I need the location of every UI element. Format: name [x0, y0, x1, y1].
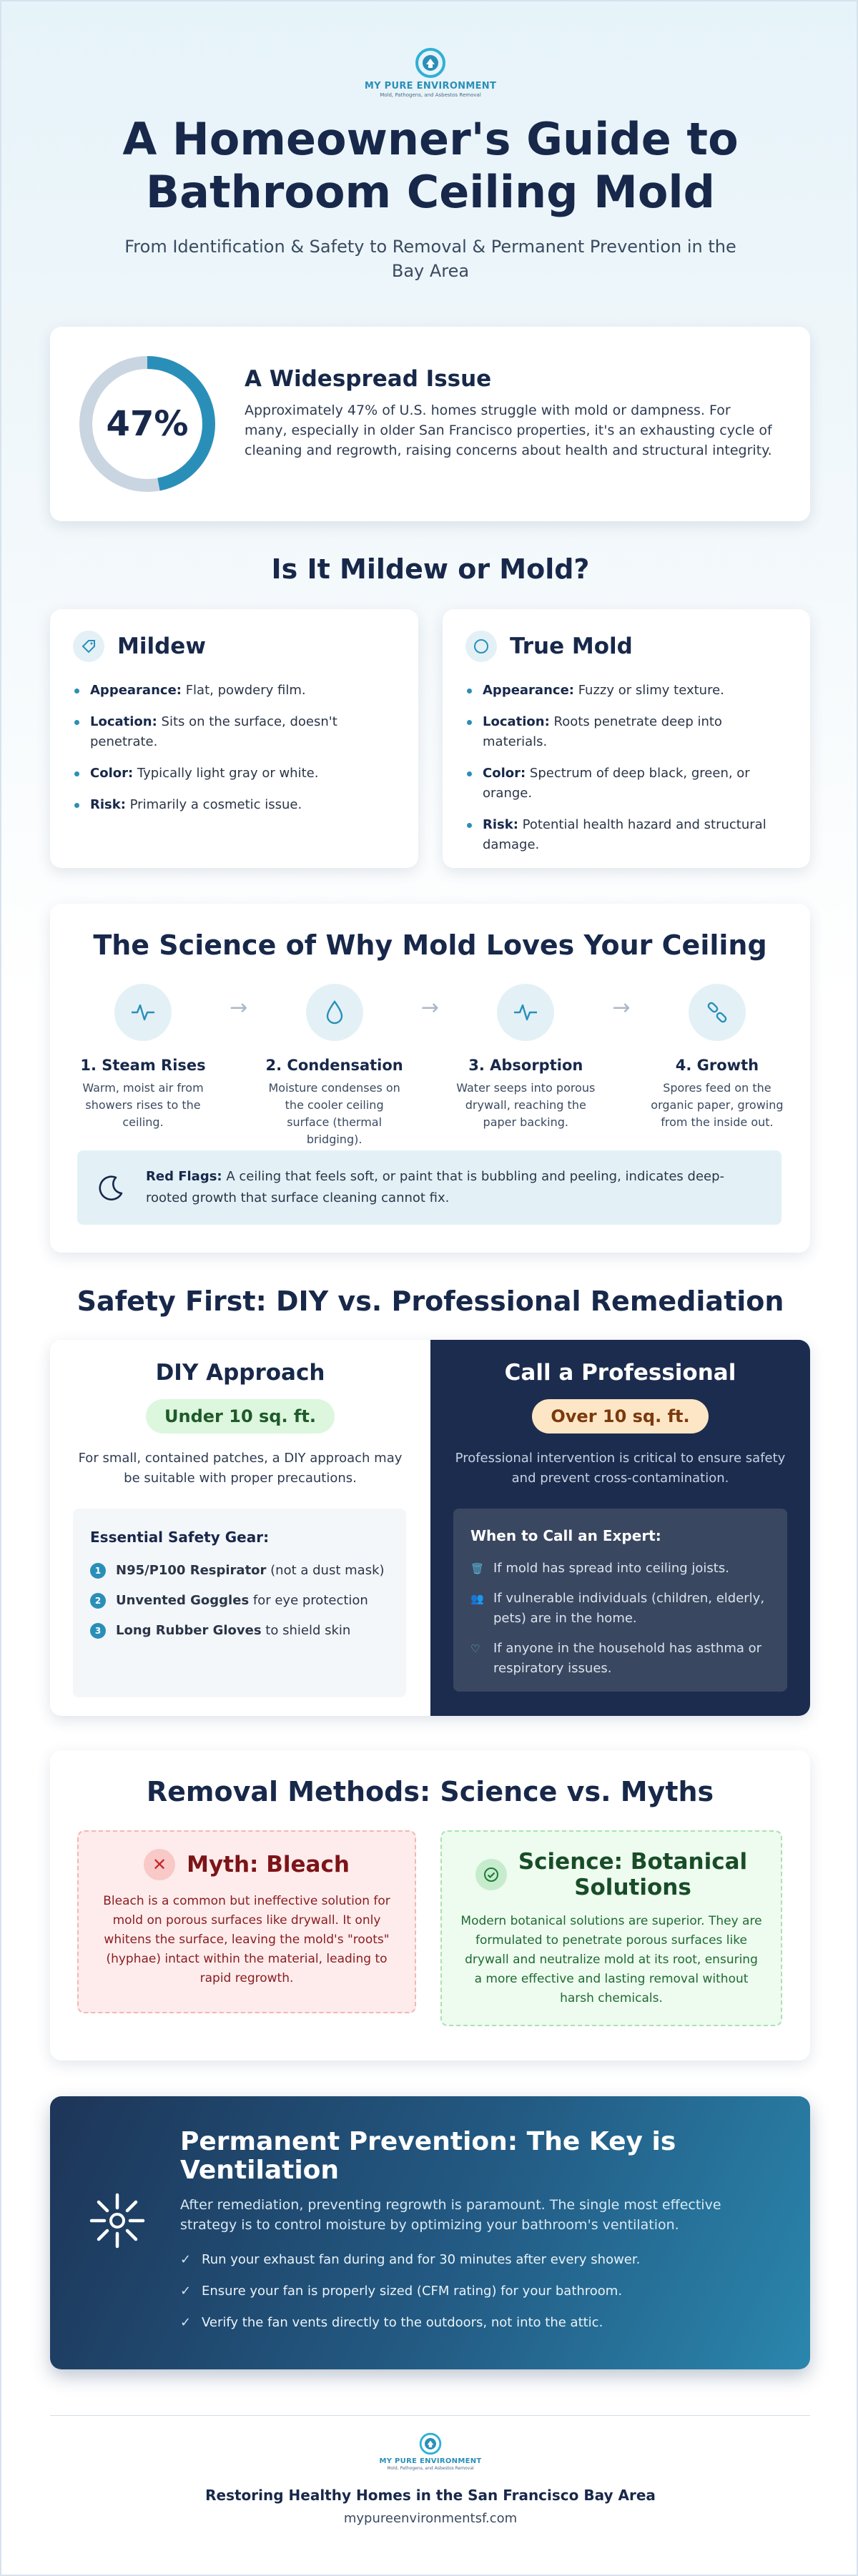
brand-tagline: Mold, Pathogens, and Asbestos Removal: [387, 2466, 474, 2471]
diy-column: [50, 1340, 430, 1716]
prevention-text: After remediation, preventing regrowth is paramount. The single most effective strategy is to control moisture by optimizing your bathroom's ventilation.: [180, 2197, 721, 2233]
diy-heading: DIY Approach: [155, 1360, 325, 1386]
myth-text: Bleach is a common but ineffective solution for mold on porous surfaces like drywall. It only whitens the surface, leaving the mold's "roots" (hyphae) intact within the material, leading to rapid regrowth.: [103, 1894, 390, 1985]
check-icon: ✓: [180, 2284, 192, 2299]
moon-icon: [97, 1173, 126, 1202]
footer-tagline: Restoring Healthy Homes in the San Francisco Bay Area: [205, 2487, 656, 2504]
mold-list: [465, 681, 787, 855]
safety-panel: [50, 1340, 810, 1716]
comparison-title: Is It Mildew or Mold?: [271, 553, 590, 585]
gear-title: Essential Safety Gear:: [90, 1529, 270, 1546]
over-10-badge: Over 10 sq. ft.: [532, 1399, 708, 1433]
heart-icon: ♡: [470, 1642, 480, 1655]
list-item: ✓ Ensure your fan is properly sized (CFM rating) for your bathroom.: [180, 2282, 774, 2301]
expert-box: [453, 1509, 787, 1692]
red-flags-box: [77, 1150, 781, 1225]
footer-logo: [1, 2432, 858, 2471]
science-box: [440, 1830, 782, 2026]
pulse-icon: [114, 984, 172, 1041]
link-icon: [689, 984, 746, 1041]
list-item: Color: Spectrum of deep black, green, or orange.: [465, 764, 787, 804]
list-item: 👥 If vulnerable individuals (children, elderly, pets) are in the home.: [470, 1589, 770, 1629]
percent-label: 47%: [106, 404, 189, 444]
arrow-right-icon: →: [612, 995, 631, 1020]
brand-name: MY PURE ENVIRONMENT: [364, 81, 497, 92]
step-steam: 1. Steam Rises Warm, moist air from showers rises to the ceiling.: [72, 984, 214, 1148]
pulse-icon: [497, 984, 554, 1041]
arrow-right-icon: →: [420, 995, 440, 1020]
list-item: Appearance: Flat, powdery film.: [73, 681, 395, 701]
under-10-badge: Under 10 sq. ft.: [146, 1399, 335, 1433]
prevention-card: [50, 2096, 810, 2369]
list-item: 3 Long Rubber Gloves to shield skin: [90, 1622, 389, 1640]
check-circle-icon: [475, 1859, 507, 1890]
myth-box: [77, 1830, 416, 2013]
tag-icon: [73, 631, 104, 662]
list-item: 2 Unvented Goggles for eye protection: [90, 1592, 389, 1610]
mold-heading: True Mold: [510, 633, 633, 659]
list-item: Location: Sits on the surface, doesn't penetrate.: [73, 712, 395, 752]
removal-title: Removal Methods: Science vs. Myths: [146, 1776, 714, 1807]
logo-icon: [418, 2432, 443, 2455]
droplet-icon: [306, 984, 363, 1041]
pro-text: Professional intervention is critical to ensure safety and prevent cross-contamination.: [455, 1451, 786, 1486]
safety-gear-box: [73, 1509, 406, 1697]
check-icon: ✓: [180, 2315, 192, 2330]
list-item: Risk: Potential health hazard and structural damage.: [465, 815, 787, 855]
list-item: Location: Roots penetrate deep into materials.: [465, 712, 787, 752]
diy-text: For small, contained patches, a DIY approach may be suitable with proper precautions.: [78, 1451, 403, 1486]
brand-logo: [1, 47, 858, 98]
page-subtitle: From Identification & Safety to Removal & Permanent Prevention in the Bay Area: [124, 237, 736, 281]
mildew-card: [50, 609, 418, 868]
list-item: ✓ Run your exhaust fan during and for 30 minutes after every shower.: [180, 2251, 774, 2269]
expert-title: When to Call an Expert:: [470, 1527, 661, 1544]
safety-title: Safety First: DIY vs. Professional Remediation: [77, 1285, 784, 1317]
footer-website[interactable]: mypureenvironmentsf.com: [343, 2511, 518, 2526]
brand-name: MY PURE ENVIRONMENT: [379, 2457, 482, 2465]
footer-divider: [50, 2415, 810, 2416]
trash-icon: 🗑: [470, 1562, 485, 1575]
mold-card: [443, 609, 810, 868]
brand-tagline: Mold, Pathogens, and Asbestos Removal: [380, 92, 481, 98]
list-item: Color: Typically light gray or white.: [73, 764, 395, 784]
logo-icon: [414, 47, 447, 79]
stat-text: Approximately 47% of U.S. homes struggle with mold or dampness. For many, especially in older San Francisco properties, it's an exhausting cycle of cleaning and regrowth, raising concerns about health and structural integrity.: [245, 403, 772, 458]
science-title: The Science of Why Mold Loves Your Ceiling: [93, 929, 767, 961]
mildew-heading: Mildew: [117, 633, 206, 659]
arrow-right-icon: →: [230, 995, 248, 1020]
red-flags-text: A ceiling that feels soft, or paint that is bubbling and peeling, indicates deep-rooted growth that surface cleaning cannot fix.: [146, 1169, 725, 1205]
mildew-list: [73, 681, 395, 815]
list-item: 1 N95/P100 Respirator (not a dust mask): [90, 1561, 389, 1580]
myth-heading: Myth: Bleach: [187, 1852, 350, 1877]
step-growth: 4. Growth Spores feed on the organic paper, growing from the inside out.: [646, 984, 789, 1148]
users-icon: 👥: [470, 1592, 484, 1605]
prevention-list: [180, 2251, 774, 2345]
pro-column: [430, 1340, 810, 1716]
list-item: ✓ Verify the fan vents directly to the outdoors, not into the attic.: [180, 2314, 774, 2332]
list-item: 🗑 If mold has spread into ceiling joists.: [470, 1559, 770, 1579]
science-card: [50, 904, 810, 1253]
list-item: ♡ If anyone in the household has asthma or respiratory issues.: [470, 1639, 770, 1679]
step-condensation: 2. Condensation Moisture condenses on the cooler ceiling surface (thermal bridging).: [263, 984, 406, 1148]
check-icon: ✓: [180, 2252, 192, 2267]
steps-row: [72, 984, 789, 1148]
stat-heading: A Widespread Issue: [245, 366, 492, 392]
science-heading: Science: Botanical Solutions: [518, 1849, 748, 1900]
science-text: Modern botanical solutions are superior. They are formulated to penetrate porous surfaces like drywall and neutralize mold at its root, ensuring a more effective and lasting removal without harsh chemicals.: [460, 1914, 762, 2005]
prevention-title: Permanent Prevention: The Key is Ventilation: [180, 2127, 676, 2185]
list-item: Appearance: Fuzzy or slimy texture.: [465, 681, 787, 701]
close-icon: ✕: [144, 1849, 175, 1880]
sun-icon: [87, 2191, 147, 2251]
page-title: A Homeowner's Guide to Bathroom Ceiling Mold: [122, 113, 739, 218]
step-absorption: 3. Absorption Water seeps into porous drywall, reaching the paper backing.: [454, 984, 597, 1148]
pro-heading: Call a Professional: [504, 1360, 736, 1386]
stat-card: [50, 327, 810, 521]
list-item: Risk: Primarily a cosmetic issue.: [73, 795, 395, 815]
circle-icon: [465, 631, 497, 662]
red-flags-label: Red Flags:: [146, 1169, 222, 1184]
removal-card: [50, 1750, 810, 2061]
